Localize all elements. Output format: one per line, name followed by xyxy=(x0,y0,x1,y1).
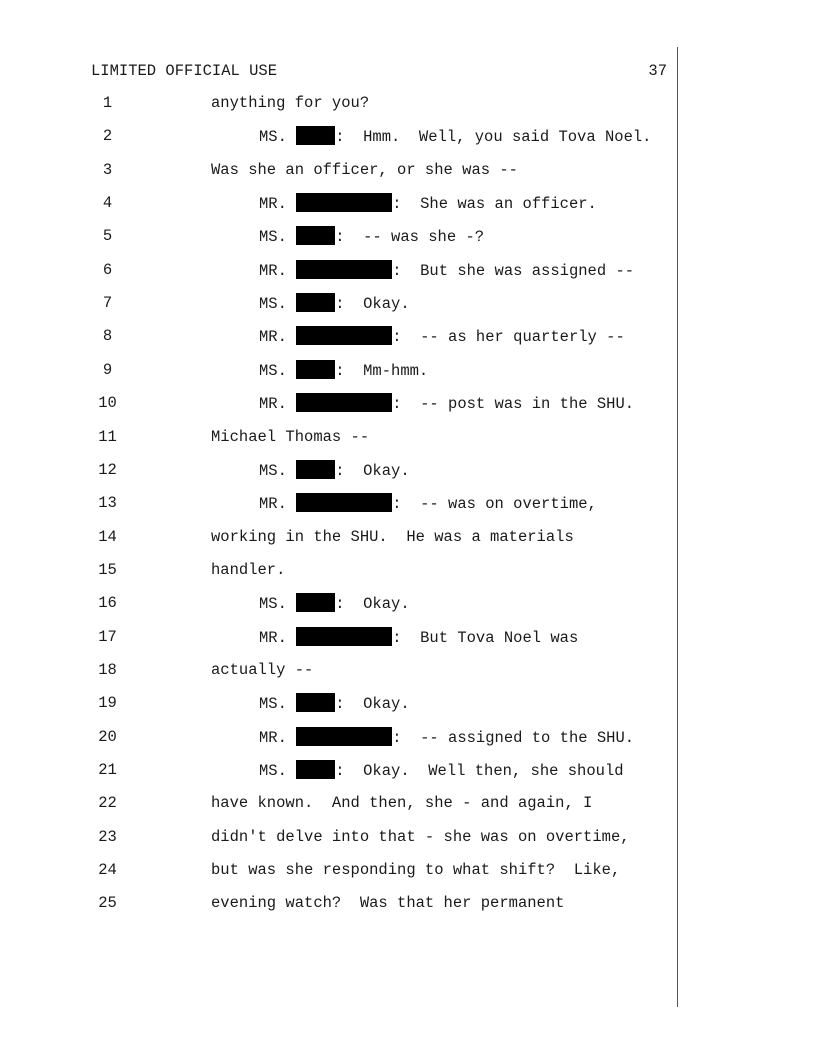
line-text xyxy=(211,560,285,580)
right-margin-rule xyxy=(677,47,678,1007)
speaker-prefix: MS. xyxy=(259,361,297,380)
transcript-line xyxy=(0,360,670,380)
transcript-line xyxy=(0,560,670,580)
line-number: 11 xyxy=(98,427,117,446)
speaker-prefix: MS. xyxy=(259,595,297,614)
line-number: 3 xyxy=(102,160,113,179)
transcript-line xyxy=(0,893,670,913)
transcript-line xyxy=(0,760,670,780)
speaker-separator: : xyxy=(335,128,364,147)
line-number: 6 xyxy=(102,260,113,279)
transcript-line xyxy=(0,493,670,513)
transcript-line xyxy=(0,427,670,447)
line-number: 17 xyxy=(98,627,117,646)
transcript-line xyxy=(0,160,670,180)
transcript-line xyxy=(0,326,670,346)
spoken-text: Okay. xyxy=(363,295,410,314)
transcript-line xyxy=(0,293,670,313)
speaker-prefix: MR. xyxy=(259,628,297,647)
redaction-box xyxy=(296,627,392,646)
transcript-line xyxy=(0,193,670,213)
spoken-text: Okay. xyxy=(363,461,410,480)
transcript-line xyxy=(0,860,670,880)
line-text xyxy=(211,793,592,813)
transcript-line xyxy=(0,260,670,280)
line-number: 4 xyxy=(102,194,113,213)
line-number: 10 xyxy=(98,394,117,413)
redaction-box xyxy=(296,126,335,145)
speaker-separator: : xyxy=(335,461,364,480)
spoken-text: Okay. xyxy=(363,595,410,614)
line-number: 2 xyxy=(102,127,113,146)
spoken-text: -- as her quarterly -- xyxy=(420,328,625,347)
line-number: 25 xyxy=(98,894,117,913)
speaker-separator: : xyxy=(335,695,364,714)
speaker-separator: : xyxy=(392,328,421,347)
speaker-prefix: MR. xyxy=(259,728,297,747)
speaker-separator: : xyxy=(335,762,364,780)
redaction-box xyxy=(296,460,335,479)
line-number: 15 xyxy=(98,560,117,579)
redaction-box xyxy=(296,260,392,279)
speaker-separator: : xyxy=(392,261,421,280)
line-text xyxy=(259,226,484,247)
line-text xyxy=(211,860,620,880)
spoken-text: She was an officer. xyxy=(420,195,597,214)
line-number: 1 xyxy=(102,94,113,112)
speaker-separator: : xyxy=(392,395,421,414)
line-number: 16 xyxy=(98,594,117,613)
speaker-prefix: MR. xyxy=(259,495,297,514)
transcript-line xyxy=(0,226,670,246)
line-number: 23 xyxy=(98,827,117,846)
speaker-prefix: MS. xyxy=(259,128,297,147)
speaker-prefix: MS. xyxy=(259,295,297,314)
transcript-line xyxy=(0,660,670,680)
redaction-box xyxy=(296,393,392,412)
redaction-box xyxy=(296,326,392,345)
line-number: 8 xyxy=(102,327,113,346)
spoken-text: have known. And then, she - and again, I xyxy=(211,794,593,813)
speaker-separator: : xyxy=(335,295,364,314)
transcript-line xyxy=(0,393,670,413)
spoken-text: evening watch? Was that her permanent xyxy=(211,894,565,913)
spoken-text: but was she responding to what shift? Like, xyxy=(211,861,621,880)
redaction-box xyxy=(296,727,392,746)
line-number: 9 xyxy=(102,360,113,379)
speaker-prefix: MR. xyxy=(259,328,297,347)
redaction-box xyxy=(296,760,335,779)
line-text xyxy=(259,593,410,614)
spoken-text: -- post was in the SHU. xyxy=(420,395,635,414)
redaction-box xyxy=(296,493,392,512)
speaker-separator: : xyxy=(335,228,364,247)
line-number: 24 xyxy=(98,861,117,880)
redaction-box xyxy=(296,226,335,245)
line-number: 19 xyxy=(98,694,117,713)
transcript-line xyxy=(0,793,670,813)
speaker-separator: : xyxy=(392,495,421,514)
redaction-box xyxy=(296,593,335,612)
line-text xyxy=(259,727,634,748)
speaker-prefix: MR. xyxy=(259,195,297,214)
speaker-prefix: MR. xyxy=(259,261,297,280)
transcript-line xyxy=(0,727,670,747)
line-number: 18 xyxy=(98,660,117,679)
spoken-text: Okay. xyxy=(363,695,410,714)
line-number: 7 xyxy=(102,294,113,313)
line-text xyxy=(259,393,634,414)
transcript-line xyxy=(0,527,670,547)
transcript-line xyxy=(0,460,670,480)
spoken-text: Hmm. Well, you said Tova Noel. xyxy=(363,128,652,147)
transcript-line xyxy=(0,126,670,146)
line-text xyxy=(259,760,624,781)
transcript-line xyxy=(0,693,670,713)
speaker-prefix: MS. xyxy=(259,762,297,780)
line-text xyxy=(259,360,428,381)
line-text xyxy=(259,293,410,314)
line-text xyxy=(211,160,518,180)
redaction-box xyxy=(296,193,392,212)
spoken-text: -- was on overtime, xyxy=(420,495,597,514)
speaker-separator: : xyxy=(392,195,421,214)
line-text xyxy=(211,427,369,447)
line-number: 5 xyxy=(102,227,113,246)
redaction-box xyxy=(296,693,335,712)
line-text xyxy=(259,493,597,514)
redaction-box xyxy=(296,293,335,312)
spoken-text: -- assigned to the SHU. xyxy=(420,728,635,747)
speaker-prefix: MR. xyxy=(259,395,297,414)
spoken-text: handler. xyxy=(211,560,286,579)
line-number: 12 xyxy=(98,460,117,479)
speaker-separator: : xyxy=(335,361,364,380)
transcript-line xyxy=(0,93,670,113)
spoken-text: didn't delve into that - she was on overtime, xyxy=(211,827,630,846)
line-text xyxy=(259,126,651,147)
speaker-separator: : xyxy=(392,628,421,647)
spoken-text: actually -- xyxy=(211,660,314,679)
spoken-text: But she was assigned -- xyxy=(420,261,635,280)
line-number: 14 xyxy=(98,527,117,546)
spoken-text: anything for you? xyxy=(211,94,370,112)
classification-header: LIMITED OFFICIAL USE xyxy=(91,62,278,80)
line-text xyxy=(211,893,564,913)
spoken-text: Mm-hmm. xyxy=(363,361,429,380)
line-text xyxy=(259,260,634,281)
spoken-text: But Tova Noel was xyxy=(420,628,579,647)
speaker-prefix: MS. xyxy=(259,461,297,480)
line-text xyxy=(259,460,410,481)
spoken-text: Was she an officer, or she was -- xyxy=(211,160,518,179)
transcript-line xyxy=(0,827,670,847)
line-text xyxy=(211,93,369,113)
speaker-separator: : xyxy=(335,595,364,614)
transcript-line xyxy=(0,593,670,613)
line-text xyxy=(259,326,625,347)
transcript-line xyxy=(0,627,670,647)
speaker-prefix: MS. xyxy=(259,228,297,247)
line-number: 20 xyxy=(98,727,117,746)
redaction-box xyxy=(296,360,335,379)
line-number: 22 xyxy=(98,794,117,813)
line-text xyxy=(211,827,630,847)
speaker-prefix: MS. xyxy=(259,695,297,714)
speaker-separator: : xyxy=(392,728,421,747)
spoken-text: Okay. Well then, she should xyxy=(363,762,624,780)
line-text xyxy=(211,660,313,680)
line-number: 21 xyxy=(98,761,117,779)
spoken-text: -- was she -? xyxy=(363,228,485,247)
line-text xyxy=(259,693,410,714)
line-number: 13 xyxy=(98,494,117,513)
line-text xyxy=(211,527,574,547)
spoken-text: working in the SHU. He was a materials xyxy=(211,527,574,546)
line-text xyxy=(259,627,578,648)
page-number: 37 xyxy=(648,62,667,80)
spoken-text: Michael Thomas -- xyxy=(211,427,370,446)
line-text xyxy=(259,193,597,214)
